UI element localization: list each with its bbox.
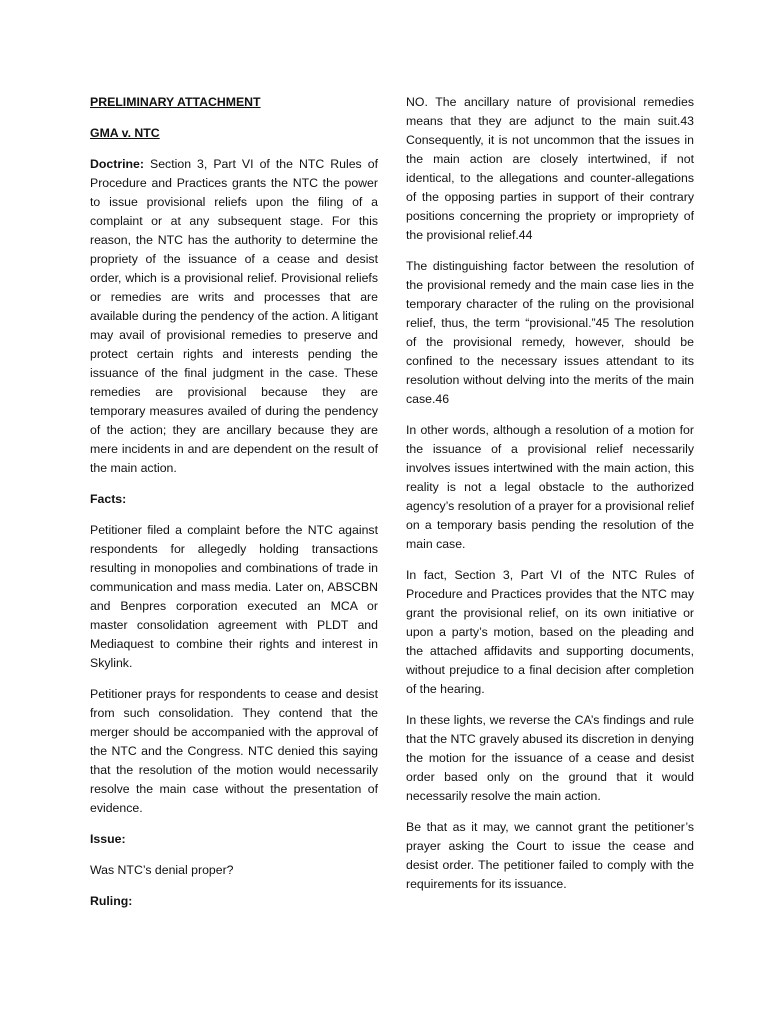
facts-label: Facts: xyxy=(90,492,127,506)
document-title: PRELIMINARY ATTACHMENT xyxy=(90,95,261,109)
doctrine-label: Doctrine: xyxy=(90,157,144,171)
facts-paragraph-1: Petitioner filed a complaint before the NTC against respondents for allegedly holding transactions resulting in monopolies and combinations of trade in communication and mass media. Later on, ABSCBN and Benpres corporation executed an MCA or master consolidation agreement with PLDT and Mediaquest to combine their rights and interest in Skylink. xyxy=(90,523,378,670)
facts-paragraph-2: Petitioner prays for respondents to cease and desist from such consolidation. They contend that the merger should be accompanied with the approval of the NTC and the Congress. NTC denied this saying that the resolution of the motion would necessarily resolve the main case without the presentation of evidence. xyxy=(90,687,378,815)
ruling-paragraph-5: In these lights, we reverse the CA’s findings and rule that the NTC gravely abused its discretion in denying the motion for the issuance of a cease and desist order based only on the ground that it would necessarily resolve the main action. xyxy=(406,713,694,803)
issue-text: Was NTC’s denial proper? xyxy=(90,863,234,877)
issue-label: Issue: xyxy=(90,832,126,846)
right-column xyxy=(406,93,694,906)
left-column xyxy=(90,93,378,923)
doctrine-paragraph xyxy=(90,155,378,478)
ruling-paragraph-1: NO. The ancillary nature of provisional remedies means that they are adjunct to the main suit.43 Consequently, it is not uncommon that the issues in the main action are closely intertwined, if not identical, to the allegations and counter-allegations of the opposing parties in support of their contrary positions concerning the propriety or impropriety of the provisional relief.44 xyxy=(406,95,694,242)
ruling-paragraph-2: The distinguishing factor between the resolution of the provisional remedy and the main case lies in the temporary character of the ruling on the provisional relief, thus, the term “provisional.”45 The resolution of the provisional remedy, however, should be confined to the necessary issues attendant to its resolution without delving into the merits of the main case.46 xyxy=(406,259,694,406)
ruling-paragraph-3: In other words, although a resolution of a motion for the issuance of a provisional relief necessarily involves issues intertwined with the main action, this reality is not a legal obstacle to the authorized agency’s resolution of a prayer for a provisional relief on a temporary basis pending the resolution of the main case. xyxy=(406,423,694,551)
ruling-paragraph-4: In fact, Section 3, Part VI of the NTC Rules of Procedure and Practices provides that the NTC may grant the provisional relief, on its own initiative or upon a party’s motion, based on the pleading and the attached affidavits and supporting documents, without prejudice to a final decision after completion of the hearing. xyxy=(406,568,694,696)
ruling-paragraph-6: Be that as it may, we cannot grant the petitioner’s prayer asking the Court to issue the cease and desist order. The petitioner failed to comply with the requirements for its issuance. xyxy=(406,820,694,891)
ruling-label: Ruling: xyxy=(90,894,133,908)
doctrine-text: Section 3, Part VI of the NTC Rules of Procedure and Practices grants the NTC the power to issue provisional reliefs upon the filing of a complaint or at any subsequent stage. For this reason, the NTC has the authority to determine the propriety of the issuance of a cease and desist order, which is a provisional relief. Provisional reliefs or remedies are writs and processes that are available during the pendency of the action. A litigant may avail of provisional remedies to preserve and protect certain rights and interests pending the issuance of the final judgment in the case. These remedies are provisional because they are temporary measures availed of during the pendency of the action; they are ancillary because they are mere incidents in and are dependent on the result of the main action. xyxy=(90,157,378,475)
case-name: GMA v. NTC xyxy=(90,126,160,140)
